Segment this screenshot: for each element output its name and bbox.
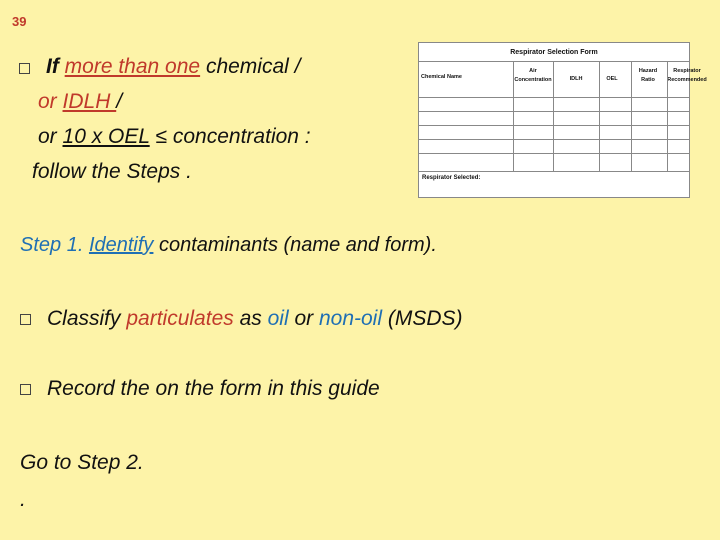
next-step-text: Go to Step 2. xyxy=(20,451,144,474)
bullet-msds: (MSDS) xyxy=(382,307,463,330)
intro-line-3-highlight: 10 x OEL xyxy=(62,125,150,148)
respirator-selection-form xyxy=(418,42,707,198)
bullet-marker xyxy=(19,63,30,74)
form-col-hazard xyxy=(631,67,665,85)
form-col-air-line1: Air xyxy=(529,68,537,74)
trailing-dot: . xyxy=(20,488,26,511)
form-col-air xyxy=(513,67,553,85)
step1-label: Step 1. xyxy=(20,234,84,256)
form-footer: Respirator Selected: xyxy=(422,175,481,181)
intro-line-1 xyxy=(46,55,300,79)
bullet-marker xyxy=(20,314,31,325)
form-col-divider xyxy=(599,61,600,171)
page-number: 39 xyxy=(12,14,27,29)
form-row-divider xyxy=(419,97,689,98)
form-col-respirator xyxy=(667,67,707,85)
bullet-nonoil: non-oil xyxy=(318,307,383,330)
form-row-divider xyxy=(419,111,689,112)
form-col-chemical-label: Chemical Name xyxy=(421,74,462,80)
bullet-classify-prefix: Classify xyxy=(47,307,127,330)
form-col-divider xyxy=(631,61,632,171)
intro-line-3-suffix: ≤ concentration : xyxy=(149,125,311,148)
form-col-oel-label: OEL xyxy=(606,76,618,82)
bullet-or: or xyxy=(288,307,319,330)
form-col-idlh-label: IDLH xyxy=(569,76,583,82)
step1-rest: contaminants (name and form). xyxy=(153,234,437,256)
bullet-marker xyxy=(20,384,31,395)
bullet-classify xyxy=(47,307,463,331)
form-col-chemical xyxy=(421,73,462,82)
bullet-particulates: particulates xyxy=(126,307,234,330)
form-col-divider xyxy=(513,61,514,171)
form-row-divider xyxy=(419,153,689,154)
bullet-oil: oil xyxy=(267,307,289,330)
intro-line-1-highlight: more than one xyxy=(64,55,201,78)
form-col-hazard-line2: Ratio xyxy=(641,76,655,83)
form-col-hazard-line1: Hazard xyxy=(638,68,658,74)
form-row-divider xyxy=(419,171,689,172)
intro-line-3 xyxy=(38,125,311,149)
step1-heading xyxy=(20,234,437,257)
bullet-as: as xyxy=(233,307,268,330)
form-col-respirator-line1: Respirator xyxy=(673,68,701,74)
form-title: Respirator Selection Form xyxy=(510,49,598,56)
form-col-divider xyxy=(667,61,668,171)
intro-line-1-suffix: chemical / xyxy=(200,55,301,78)
intro-line-2-prefix: or xyxy=(38,90,63,113)
form-header-divider xyxy=(419,61,689,62)
form-col-respirator-line2: Recommended xyxy=(667,76,707,83)
intro-line-3-prefix: or xyxy=(38,125,63,148)
intro-line-2-highlight: IDLH xyxy=(62,90,117,113)
bullet-record: Record the on the form in this guide xyxy=(47,377,380,400)
form-row-divider xyxy=(419,125,689,126)
intro-line-2-suffix: / xyxy=(116,90,123,113)
intro-line-2 xyxy=(38,90,122,114)
form-col-air-line2: Concentration xyxy=(514,76,552,83)
form-col-oel xyxy=(599,75,625,84)
form-row-divider xyxy=(419,139,689,140)
form-col-divider xyxy=(553,61,554,171)
form-col-idlh xyxy=(553,75,599,84)
intro-line-1-prefix: If xyxy=(46,55,65,78)
step1-verb: Identify xyxy=(88,234,154,256)
intro-line-4: follow the Steps . xyxy=(32,160,192,183)
